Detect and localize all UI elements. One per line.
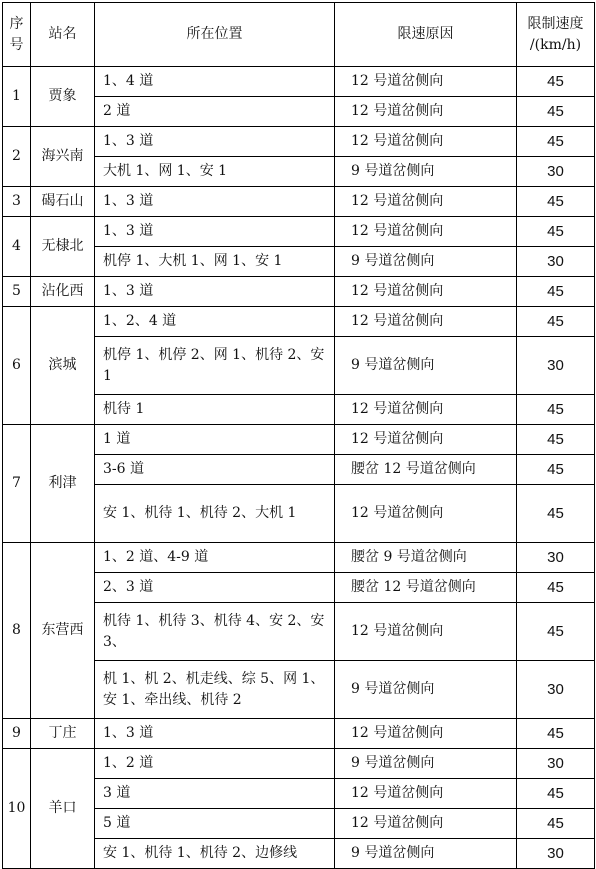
location-cell: 1、3 道: [95, 127, 335, 157]
reason-cell: 9 号道岔侧向: [335, 749, 517, 779]
speed-cell: 45: [517, 485, 595, 543]
table-row: [3, 425, 595, 455]
reason-cell: 12 号道岔侧向: [335, 307, 517, 337]
speed-cell: 45: [517, 277, 595, 307]
reason-cell: 9 号道岔侧向: [335, 247, 517, 277]
table-row: [3, 187, 595, 217]
station-no: 3: [3, 187, 31, 217]
table-row: [3, 277, 595, 307]
station-name: 滨城: [31, 307, 95, 425]
location-cell: 大机 1、网 1、安 1: [95, 157, 335, 187]
station-no: 4: [3, 217, 31, 277]
station-no: 7: [3, 425, 31, 543]
station-name: 利津: [31, 425, 95, 543]
reason-cell: 12 号道岔侧向: [335, 719, 517, 749]
speed-cell: 45: [517, 425, 595, 455]
station-name: 丁庄: [31, 719, 95, 749]
station-name: 无棣北: [31, 217, 95, 277]
location-cell: 2 道: [95, 97, 335, 127]
reason-cell: 9 号道岔侧向: [335, 839, 517, 869]
speed-cell: 45: [517, 809, 595, 839]
header-reason: 限速原因: [335, 3, 517, 67]
speed-cell: 30: [517, 543, 595, 573]
table-row: [3, 217, 595, 247]
reason-cell: 12 号道岔侧向: [335, 127, 517, 157]
header-speed: 限制速度 /(km/h): [517, 3, 595, 67]
speed-cell: 30: [517, 247, 595, 277]
table-row: [3, 543, 595, 573]
location-cell: 1 道: [95, 425, 335, 455]
reason-cell: 12 号道岔侧向: [335, 277, 517, 307]
station-no: 9: [3, 719, 31, 749]
station-no: 5: [3, 277, 31, 307]
location-cell: 3 道: [95, 779, 335, 809]
reason-cell: 9 号道岔侧向: [335, 337, 517, 395]
speed-cell: 45: [517, 719, 595, 749]
speed-cell: 45: [517, 455, 595, 485]
location-cell: 1、3 道: [95, 187, 335, 217]
reason-cell: 12 号道岔侧向: [335, 217, 517, 247]
location-cell: 1、4 道: [95, 67, 335, 97]
station-name: 碣石山: [31, 187, 95, 217]
location-cell: 1、3 道: [95, 217, 335, 247]
header-location: 所在位置: [95, 3, 335, 67]
station-no: 10: [3, 749, 31, 869]
station-name: 贾象: [31, 67, 95, 127]
speed-cell: 45: [517, 395, 595, 425]
speed-cell: 30: [517, 749, 595, 779]
speed-limit-table: [2, 2, 595, 869]
location-cell: 5 道: [95, 809, 335, 839]
station-name: 东营西: [31, 543, 95, 719]
location-cell: 1、2、4 道: [95, 307, 335, 337]
station-no: 1: [3, 67, 31, 127]
table-row: [3, 67, 595, 97]
speed-cell: 45: [517, 67, 595, 97]
reason-cell: 12 号道岔侧向: [335, 97, 517, 127]
table-row: [3, 749, 595, 779]
station-no: 8: [3, 543, 31, 719]
speed-cell: 30: [517, 157, 595, 187]
location-cell: 机停 1、机停 2、网 1、机待 2、安 1: [95, 337, 335, 395]
station-no: 2: [3, 127, 31, 187]
header-station-name: 站名: [31, 3, 95, 67]
location-cell: 1、3 道: [95, 277, 335, 307]
location-cell: 安 1、机待 1、机待 2、大机 1: [95, 485, 335, 543]
reason-cell: 12 号道岔侧向: [335, 187, 517, 217]
reason-cell: 12 号道岔侧向: [335, 395, 517, 425]
location-cell: 机待 1: [95, 395, 335, 425]
speed-cell: 45: [517, 97, 595, 127]
station-name: 沾化西: [31, 277, 95, 307]
reason-cell: 9 号道岔侧向: [335, 661, 517, 719]
reason-cell: 12 号道岔侧向: [335, 485, 517, 543]
reason-cell: 12 号道岔侧向: [335, 779, 517, 809]
reason-cell: 腰岔 12 号道岔侧向: [335, 455, 517, 485]
speed-cell: 45: [517, 779, 595, 809]
speed-cell: 45: [517, 187, 595, 217]
speed-cell: 45: [517, 603, 595, 661]
speed-cell: 45: [517, 573, 595, 603]
table-row: [3, 127, 595, 157]
location-cell: 2、3 道: [95, 573, 335, 603]
location-cell: 1、2 道、4-9 道: [95, 543, 335, 573]
header-no: 序 号: [3, 3, 31, 67]
reason-cell: 12 号道岔侧向: [335, 425, 517, 455]
reason-cell: 腰岔 9 号道岔侧向: [335, 543, 517, 573]
speed-cell: 45: [517, 217, 595, 247]
reason-cell: 12 号道岔侧向: [335, 603, 517, 661]
speed-cell: 30: [517, 839, 595, 869]
speed-cell: 45: [517, 307, 595, 337]
reason-cell: 12 号道岔侧向: [335, 67, 517, 97]
table-row: [3, 719, 595, 749]
header-row: [3, 3, 595, 67]
station-name: 海兴南: [31, 127, 95, 187]
reason-cell: 腰岔 12 号道岔侧向: [335, 573, 517, 603]
table-row: [3, 307, 595, 337]
speed-cell: 30: [517, 661, 595, 719]
table-body: [3, 67, 595, 869]
speed-cell: 45: [517, 127, 595, 157]
location-cell: 安 1、机待 1、机待 2、边修线: [95, 839, 335, 869]
location-cell: 1、3 道: [95, 719, 335, 749]
location-cell: 机停 1、大机 1、网 1、安 1: [95, 247, 335, 277]
station-no: 6: [3, 307, 31, 425]
speed-cell: 30: [517, 337, 595, 395]
reason-cell: 12 号道岔侧向: [335, 809, 517, 839]
location-cell: 1、2 道: [95, 749, 335, 779]
reason-cell: 9 号道岔侧向: [335, 157, 517, 187]
location-cell: 3-6 道: [95, 455, 335, 485]
station-name: 羊口: [31, 749, 95, 869]
location-cell: 机待 1、机待 3、机待 4、安 2、安 3、: [95, 603, 335, 661]
location-cell: 机 1、机 2、机走线、综 5、网 1、安 1、牵出线、机待 2: [95, 661, 335, 719]
